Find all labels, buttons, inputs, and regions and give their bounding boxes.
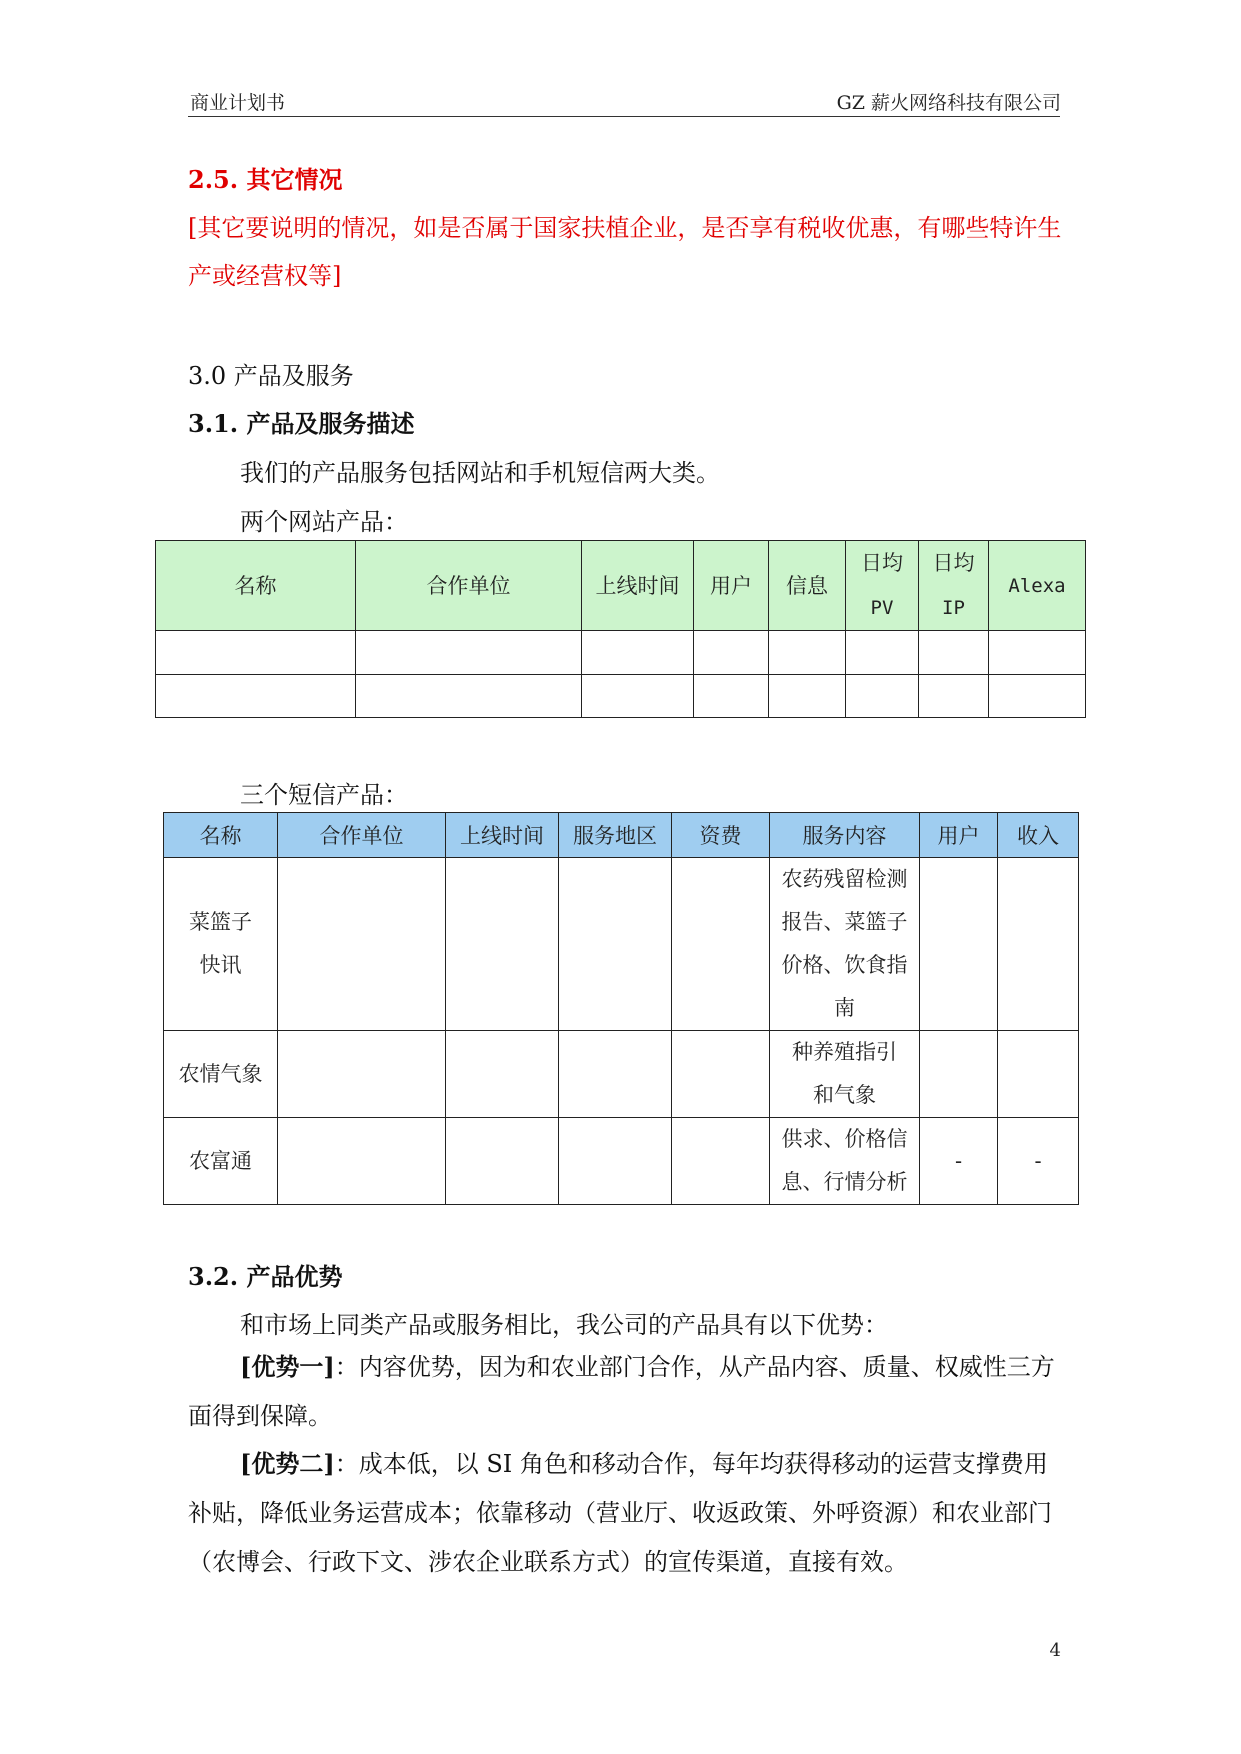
sms-products-intro: 三个短信产品： bbox=[240, 781, 408, 809]
table-cell bbox=[356, 631, 582, 675]
table-cell bbox=[356, 675, 582, 718]
web-col-name: 名称 bbox=[156, 541, 356, 631]
table-row bbox=[164, 858, 1079, 1031]
advantage-two-label: [优势二] bbox=[240, 1449, 335, 1478]
table-cell bbox=[694, 631, 769, 675]
table-cell bbox=[846, 631, 919, 675]
web-col-users: 用户 bbox=[694, 541, 769, 631]
web-col-daily-pv-line1: 日均 bbox=[861, 551, 903, 575]
web-products-intro: 两个网站产品： bbox=[240, 508, 408, 536]
table-cell bbox=[919, 675, 989, 718]
table-cell bbox=[989, 631, 1086, 675]
sms-products-table bbox=[163, 812, 1079, 1205]
advantage-two-text: ：成本低，以 SI 角色和移动合作，每年均获得移动的运营支撑费用补贴，降低业务运营成本；依靠移动（营业厅、收返政策、外呼资源）和农业部门（农博会、行政下文、涉农企业联系方式）的宣传渠道，直接有效。 bbox=[188, 1450, 1052, 1576]
web-col-launch-date: 上线时间 bbox=[582, 541, 694, 631]
section-3-0-heading: 3.0 产品及服务 bbox=[188, 362, 354, 390]
sms-row-users bbox=[920, 858, 998, 1031]
sms-col-content: 服务内容 bbox=[770, 813, 920, 858]
header-rule bbox=[188, 116, 1060, 117]
table-cell bbox=[846, 675, 919, 718]
table-cell bbox=[446, 1031, 559, 1118]
table-cell bbox=[156, 675, 356, 718]
web-col-daily-ip bbox=[919, 541, 989, 631]
sms-row-content: 供求、价格信息、行情分析 bbox=[770, 1118, 920, 1205]
section-3-2-heading: 3.2. 产品优势 bbox=[188, 1262, 343, 1291]
sms-col-launch-date: 上线时间 bbox=[446, 813, 559, 858]
table-cell bbox=[582, 631, 694, 675]
section-2-5-note: [其它要说明的情况，如是否属于国家扶植企业，是否享有税收优惠，有哪些特许生产或经营权等] bbox=[188, 214, 1062, 290]
web-col-info: 信息 bbox=[769, 541, 846, 631]
sms-col-name: 名称 bbox=[164, 813, 278, 858]
header-left-title: 商业计划书 bbox=[190, 92, 286, 114]
sms-row-name bbox=[164, 858, 278, 1031]
advantage-one-text: ：内容优势，因为和农业部门合作，从产品内容、质量、权威性三方面得到保障。 bbox=[188, 1353, 1055, 1430]
sms-row-name: 农情气象 bbox=[164, 1031, 278, 1118]
table-cell bbox=[769, 631, 846, 675]
sms-row-income bbox=[998, 858, 1079, 1031]
advantage-two-paragraph bbox=[188, 1439, 1066, 1587]
table-cell bbox=[278, 1031, 446, 1118]
table-cell bbox=[672, 858, 770, 1031]
table-row bbox=[164, 1118, 1079, 1205]
section-3-1-intro: 我们的产品服务包括网站和手机短信两大类。 bbox=[240, 459, 720, 487]
web-col-daily-pv bbox=[846, 541, 919, 631]
sms-col-income: 收入 bbox=[998, 813, 1079, 858]
table-cell bbox=[559, 1118, 672, 1205]
sms-col-region: 服务地区 bbox=[559, 813, 672, 858]
table-cell bbox=[989, 675, 1086, 718]
sms-row-name: 农富通 bbox=[164, 1118, 278, 1205]
table-cell bbox=[278, 1118, 446, 1205]
sms-row-users: - bbox=[920, 1118, 998, 1205]
page-number: 4 bbox=[1049, 1640, 1061, 1661]
sms-row-content: 农药残留检测报告、菜篮子价格、饮食指南 bbox=[770, 858, 920, 1031]
table-cell bbox=[582, 675, 694, 718]
advantage-one-paragraph bbox=[188, 1342, 1066, 1441]
sms-row-users bbox=[920, 1031, 998, 1118]
table-row bbox=[164, 1031, 1079, 1118]
web-products-table bbox=[155, 540, 1086, 718]
web-col-partner: 合作单位 bbox=[356, 541, 582, 631]
table-row bbox=[156, 631, 1086, 675]
table-row bbox=[156, 675, 1086, 718]
web-col-daily-pv-line2: PV bbox=[870, 597, 894, 619]
table-cell bbox=[446, 1118, 559, 1205]
sms-row-name-line2: 快讯 bbox=[199, 953, 242, 977]
table-cell bbox=[278, 858, 446, 1031]
sms-col-partner: 合作单位 bbox=[278, 813, 446, 858]
section-2-5-heading: 2.5. 其它情况 bbox=[188, 165, 343, 194]
sms-col-fee: 资费 bbox=[672, 813, 770, 858]
sms-row-content: 种养殖指引和气象 bbox=[770, 1031, 920, 1118]
table-cell bbox=[694, 675, 769, 718]
table-cell bbox=[559, 858, 672, 1031]
table-cell bbox=[672, 1031, 770, 1118]
header-company-name: GZ 薪火网络科技有限公司 bbox=[836, 92, 1061, 114]
table-cell bbox=[559, 1031, 672, 1118]
table-cell bbox=[769, 675, 846, 718]
section-3-2-intro: 和市场上同类产品或服务相比，我公司的产品具有以下优势： bbox=[240, 1311, 888, 1339]
web-col-alexa: Alexa bbox=[989, 541, 1086, 631]
advantage-one-label: [优势一] bbox=[240, 1352, 335, 1381]
table-cell bbox=[156, 631, 356, 675]
sms-col-users: 用户 bbox=[920, 813, 998, 858]
table-cell bbox=[446, 858, 559, 1031]
section-3-1-heading: 3.1. 产品及服务描述 bbox=[188, 409, 415, 438]
web-col-daily-ip-line2: IP bbox=[942, 597, 965, 619]
web-col-daily-ip-line1: 日均 bbox=[932, 551, 975, 575]
table-cell bbox=[672, 1118, 770, 1205]
sms-row-income bbox=[998, 1031, 1079, 1118]
table-cell bbox=[919, 631, 989, 675]
sms-row-name-line1: 菜篮子 bbox=[189, 910, 252, 934]
sms-row-income: - bbox=[998, 1118, 1079, 1205]
